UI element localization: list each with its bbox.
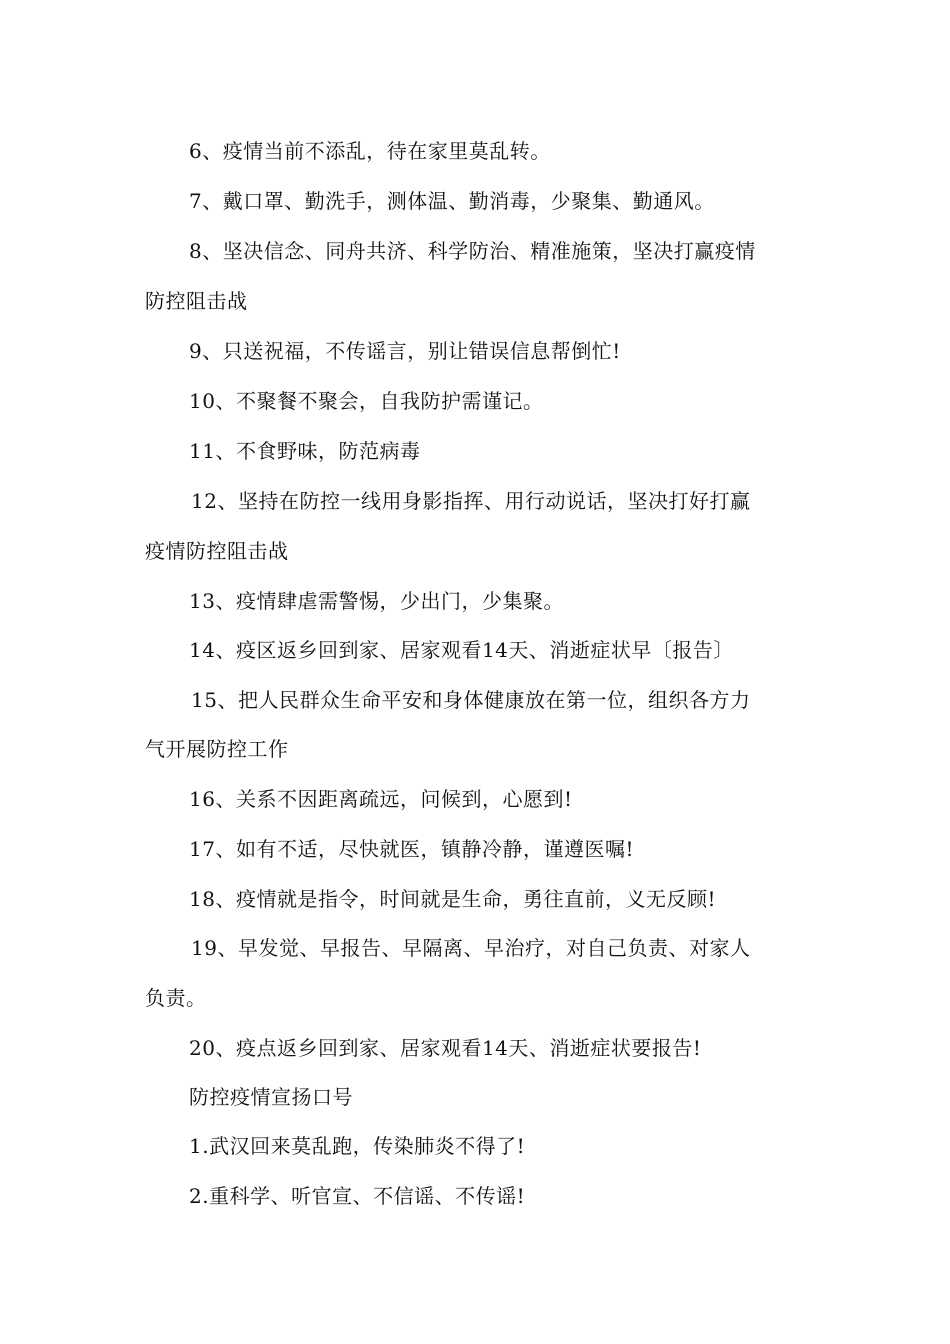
text-line-item-19: 19、早发觉、早报告、早隔离、早治疗，对自己负责、对家人 (191, 936, 751, 960)
text-line-item-7: 7、戴口罩、勤洗手，测体温、勤消毒，少聚集、勤通风。 (189, 189, 715, 213)
text-line-item-9: 9、只送祝福，不传谣言，别让错误信息帮倒忙! (189, 339, 621, 363)
text-line-item-19-cont: 负责。 (145, 986, 207, 1010)
text-line-item-14: 14、疫区返乡回到家、居家观看14天、消逝症状早〔报告〕 (189, 638, 734, 662)
text-line-item-8-cont: 防控阻击战 (145, 289, 248, 313)
text-line-item-18: 18、疫情就是指令，时间就是生命，勇往直前，义无反顾! (189, 887, 716, 911)
text-line-item-15-cont: 气开展防控工作 (145, 737, 289, 761)
text-line-item-12-cont: 疫情防控阻击战 (145, 539, 289, 563)
text-line-item-8: 8、坚决信念、同舟共济、科学防治、精准施策，坚决打赢疫情 (189, 239, 756, 263)
text-line-item-11: 11、不食野味，防范病毒 (189, 439, 421, 463)
section-heading: 防控疫情宣扬口号 (189, 1085, 353, 1109)
text-line-slogan-2: 2.重科学、听官宣、不信谣、不传谣! (189, 1184, 526, 1208)
text-line-item-16: 16、关系不因距离疏远，问候到，心愿到! (189, 787, 573, 811)
text-line-item-12: 12、坚持在防控一线用身影指挥、用行动说话，坚决打好打赢 (191, 489, 751, 513)
text-line-item-10: 10、不聚餐不聚会，自我防护需谨记。 (189, 389, 544, 413)
text-line-item-15: 15、把人民群众生命平安和身体健康放在第一位，组织各方力 (191, 688, 751, 712)
text-line-item-6: 6、疫情当前不添乱，待在家里莫乱转。 (189, 139, 551, 163)
text-line-item-20: 20、疫点返乡回到家、居家观看14天、消逝症状要报告! (189, 1036, 702, 1060)
text-line-item-13: 13、疫情肆虐需警惕，少出门，少集聚。 (189, 589, 564, 613)
text-line-item-17: 17、如有不适，尽快就医，镇静冷静，谨遵医嘱! (189, 837, 634, 861)
text-line-slogan-1: 1.武汉回来莫乱跑，传染肺炎不得了! (189, 1134, 526, 1158)
